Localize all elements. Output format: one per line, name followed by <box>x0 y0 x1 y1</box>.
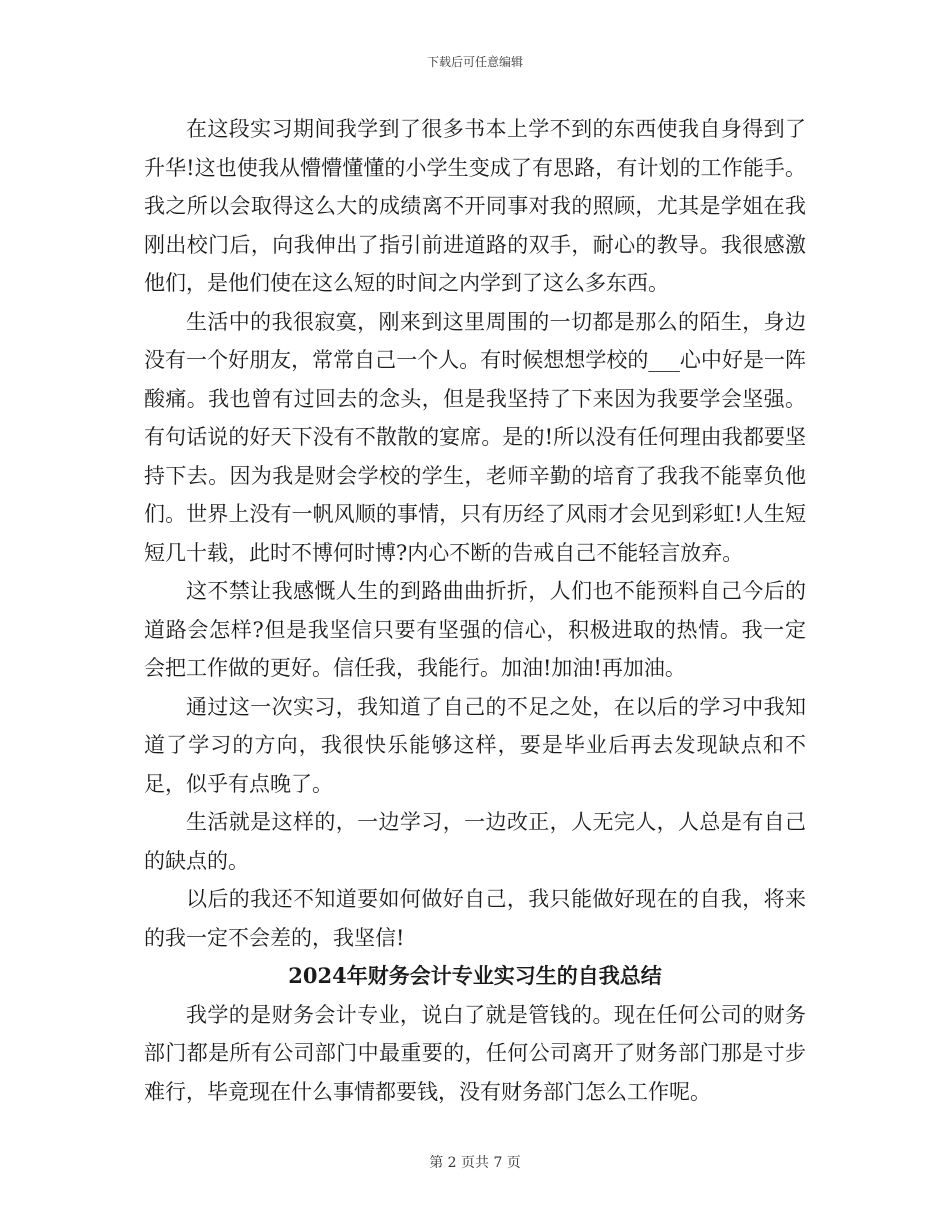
section-paragraph-1: 我学的是财务会计专业，说白了就是管钱的。现在任何公司的财务部门都是所有公司部门中最重要的，任何公司离开了财务部门那是寸步难行，毕竟现在什么事情都要钱，没有财务部门怎么工作呢。 <box>144 1002 806 1104</box>
page-header: 下载后可任意编辑 <box>426 55 523 69</box>
page-footer: 第 2 页共 7 页 <box>429 1155 521 1171</box>
section-title: 2024年财务会计专业实习生的自我总结 <box>288 963 662 988</box>
paragraph-3: 这不禁让我感慨人生的到路曲曲折折，人们也不能预料自己今后的道路会怎样?但是我坚信只要有坚强的信心，积极进取的热情。我一定会把工作做的更好。信任我，我能行。加油!加油!再加油。 <box>144 579 806 680</box>
paragraph-5: 生活就是这样的，一边学习，一边改正，人无完人，人总是有自己的缺点的。 <box>144 810 806 873</box>
paragraph-4: 通过这一次实习，我知道了自己的不足之处，在以后的学习中我知道了学习的方向，我很快乐能够这样，要是毕业后再去发现缺点和不足，似乎有点晚了。 <box>144 694 806 796</box>
paragraph-6: 以后的我还不知道要如何做好自己，我只能做好现在的自我，将来的我一定不会差的，我坚信! <box>144 887 806 950</box>
paragraph-2: 生活中的我很寂寞，刚来到这里周围的一切都是那么的陌生，身边没有一个好朋友，常常自己一个人。有时候想想学校的___心中好是一阵酸痛。我也曾有过回去的念头，但是我坚持了下来因为我要学会坚强。有句话说的好天下没有不散散的宴席。是的!所以没有任何理由我都要坚持下去。因为我是财会学校的学生，老师辛勤的培育了我我不能辜负他们。世界上没有一帆风顺的事情，只有历经了风雨才会见到彩虹!人生短短几十载，此时不博何时博?内心不断的告戒自己不能轻言放弃。 <box>144 309 806 565</box>
document-body <box>144 110 806 1111</box>
paragraph-1: 在这段实习期间我学到了很多书本上学不到的东西使我自身得到了升华!这也使我从懵懵懂懂的小学生变成了有思路，有计划的工作能手。我之所以会取得这么大的成绩离不开同事对我的照顾，尤其是学姐在我刚出校门后，向我伸出了指引前进道路的双手，耐心的教导。我很感激他们，是他们使在这么短的时间之内学到了这么多东西。 <box>144 117 806 295</box>
